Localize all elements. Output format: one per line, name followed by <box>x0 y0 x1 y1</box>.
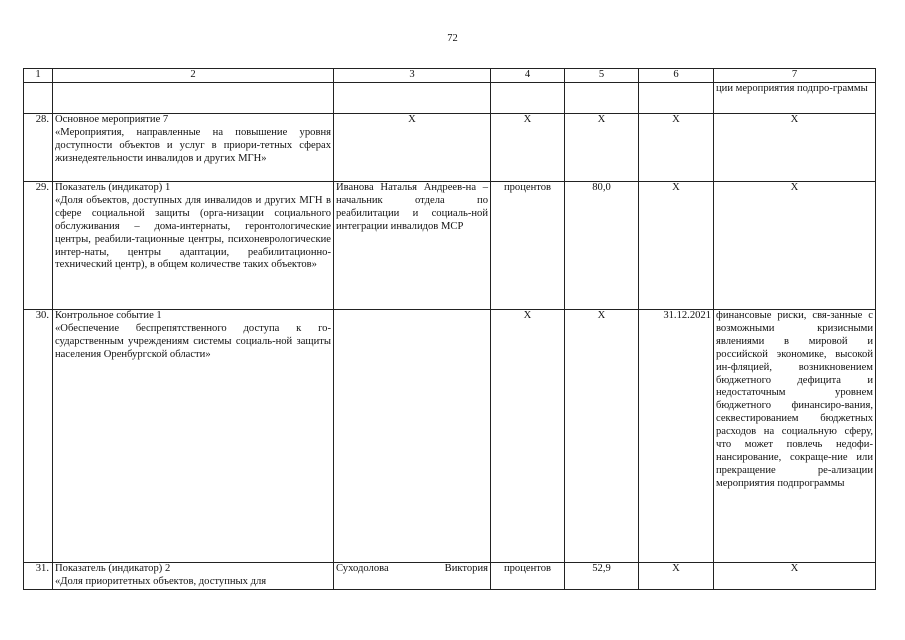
table-row <box>24 310 876 563</box>
program-table <box>23 68 876 590</box>
risk-cell: X <box>714 182 876 310</box>
table-row <box>24 182 876 310</box>
continuation-text: ции мероприятия подпро-граммы <box>714 83 876 114</box>
row-title: Контрольное событие 1 <box>55 310 162 321</box>
unit-cell: процентов <box>491 563 565 590</box>
cell <box>639 83 714 114</box>
date-cell: X <box>639 114 714 182</box>
header-col-2: 2 <box>53 69 334 83</box>
row-title: Показатель (индикатор) 1 <box>55 182 171 193</box>
cell <box>53 83 334 114</box>
value-cell: 52,9 <box>565 563 639 590</box>
table-row <box>24 114 876 182</box>
header-col-6: 6 <box>639 69 714 83</box>
responsible-cell: Суходолова Виктория <box>334 563 491 590</box>
continuation-row <box>24 83 876 114</box>
row-text: «Мероприятия, направленные на повышение уровня доступности объектов и услуг в приори-тетных сферах жизнедеятельности инвалидов и других МГН» <box>55 126 331 164</box>
value-cell: X <box>565 114 639 182</box>
header-col-1: 1 <box>24 69 53 83</box>
row-text: «Обеспечение беспрепятственного доступа к го-сударственным учреждениям системы социаль-ной защиты населения Оренбургской области» <box>55 322 331 360</box>
unit-cell: процентов <box>491 182 565 310</box>
responsible-cell: X <box>334 114 491 182</box>
row-title: Основное мероприятие 7 <box>55 114 169 125</box>
table-row <box>24 563 876 590</box>
value-cell: 80,0 <box>565 182 639 310</box>
row-description <box>53 563 334 590</box>
risk-cell: X <box>714 114 876 182</box>
row-description <box>53 182 334 310</box>
date-cell: X <box>639 182 714 310</box>
responsible-cell <box>334 310 491 563</box>
cell <box>565 83 639 114</box>
row-text: «Доля объектов, доступных для инвалидов и других МГН в сфере социальной защиты (орга-низации социального обслуживания – дома-интернаты, геронтологические центры, реабили-тационные центры, психоневрологические интер-наты, центры адаптации, реабилитационно-технический центр), в общем количестве таких объектов» <box>55 194 331 271</box>
unit-cell: X <box>491 114 565 182</box>
header-col-3: 3 <box>334 69 491 83</box>
header-row <box>24 69 876 83</box>
row-number: 29. <box>24 182 53 310</box>
unit-cell: X <box>491 310 565 563</box>
row-number: 30. <box>24 310 53 563</box>
cell <box>24 83 53 114</box>
header-col-7: 7 <box>714 69 876 83</box>
risk-cell: X <box>714 563 876 590</box>
cell <box>334 83 491 114</box>
date-cell: 31.12.2021 <box>639 310 714 563</box>
header-col-5: 5 <box>565 69 639 83</box>
cell <box>491 83 565 114</box>
row-text: «Доля приоритетных объектов, доступных для <box>55 575 267 587</box>
row-description <box>53 310 334 563</box>
row-description <box>53 114 334 182</box>
value-cell: X <box>565 310 639 563</box>
page-number: 72 <box>447 33 458 44</box>
row-title: Показатель (индикатор) 2 <box>55 563 171 574</box>
responsible-cell: Иванова Наталья Андреев-на – начальник отдела по реабилитации и социаль-ной интеграции инвалидов МСР <box>334 182 491 310</box>
risk-cell: финансовые риски, свя-занные с возможными кризисными явлениями в мировой и российской экономике, высокой ин-фляцией, возникновением бюджетного дефицита и недостаточным уровнем бюджетного финансиро-вания, секвестированием бюджетных расходов на социальную сферу, что может повлечь недофи-нансирование, сокраще-ние или прекращение ре-ализации мероприятия подпрограммы <box>714 310 876 563</box>
row-number: 28. <box>24 114 53 182</box>
header-col-4: 4 <box>491 69 565 83</box>
row-number: 31. <box>24 563 53 590</box>
date-cell: X <box>639 563 714 590</box>
